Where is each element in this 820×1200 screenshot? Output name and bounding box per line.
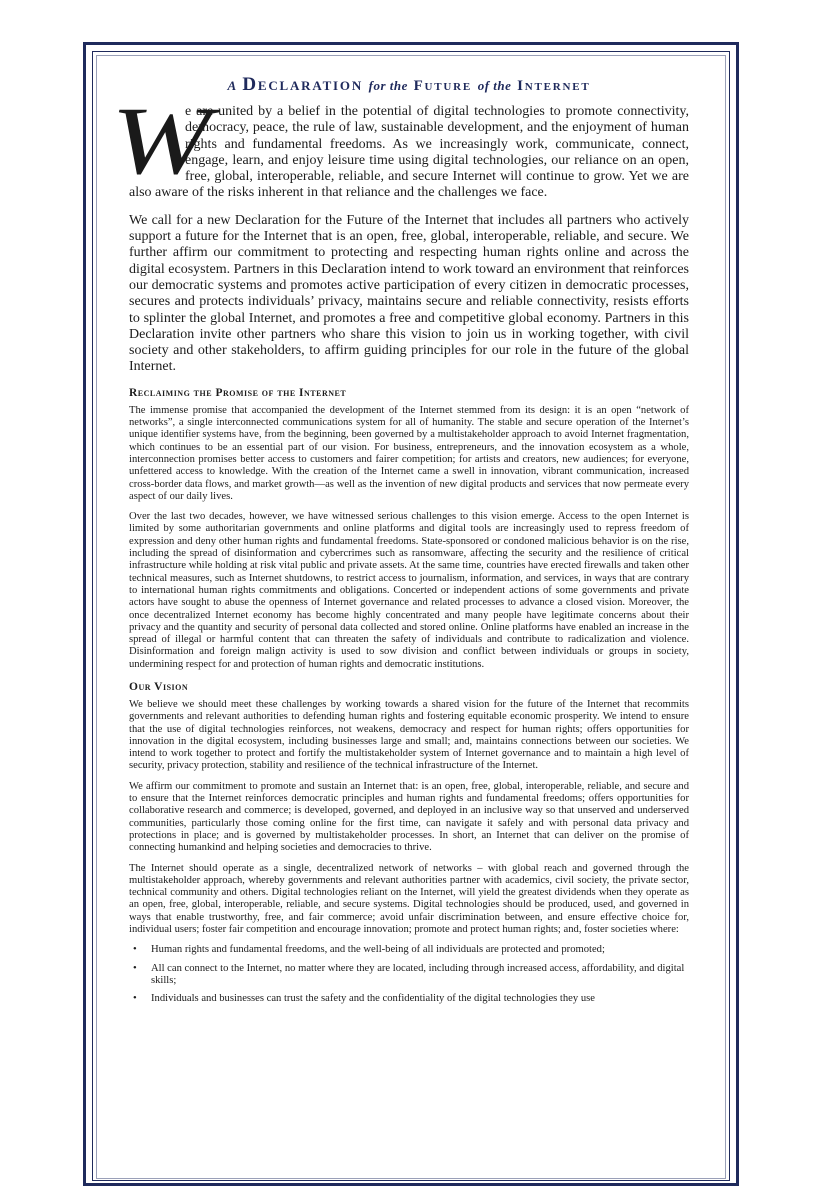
vision-paragraph-2: We affirm our commitment to promote and sustain an Internet that: is an open, free, global, interoperable, reliable, and secure and to ensure that the Internet reinforces democratic principles and human rights and fundamental freedoms; offers opportunities for collaborative research and commerce; is developed, governed, and deployed in an inclusive way so that unserved and underserved communities, particularly those coming online for the first time, can navigate it safely and with personal data privacy and protections in place; and is governed by multistakeholder processes. In short, an Internet that can deliver on the promise of connecting humankind and helping societies and democracies to thrive.: [129, 780, 689, 854]
title-of-the: of the: [477, 78, 512, 93]
title-declaration: Declaration: [242, 74, 364, 95]
bullet-text: All can connect to the Internet, no matter where they are located, including through increased access, affordability, and digital skills;: [151, 962, 685, 986]
bullet-icon: •: [133, 944, 137, 956]
title-internet: Internet: [517, 78, 591, 94]
intro-paragraph-1: e are united by a belief in the potential of digital technologies to promote connectivity, democracy, peace, the rule of law, sustainable development, and the enjoyment of human rights and fundamental freedoms. As we increasingly work, communicate, connect, engage, learn, and enjoy leisure time using digital technologies, our reliance on an open, free, global, interoperable, reliable, and secure Internet will continue to grow. Yet we are also aware of the risks inherent in that reliance and the challenges we face.: [129, 104, 689, 201]
document-content: [111, 74, 689, 1179]
list-item: [129, 993, 689, 1005]
intro-paragraph-2: We call for a new Declaration for the Future of the Internet that includes all partners who actively support a future for the Internet that is an open, free, global, interoperable, reliable, and secure. We further affirm our commitment to protecting and respecting human rights online and across the digital ecosystem. Partners in this Declaration intend to work toward an environment that reinforces our democratic systems and promotes active participation of every citizen in democratic processes, secures and protects individuals’ privacy, maintains secure and reliable connectivity, resists efforts to splinter the global Internet, and promotes a free and competitive global economy. Partners in this Declaration invite other partners who share this vision to join us in working together, with civil society and other stakeholders, to affirm guiding principles for our role in the future of the global Internet.: [129, 212, 689, 375]
bullet-icon: •: [133, 993, 137, 1005]
title-future: Future: [413, 78, 473, 94]
title-a: A: [227, 78, 237, 93]
drop-cap: W: [111, 87, 211, 194]
intro-block: [111, 87, 689, 376]
title-for-the: for the: [368, 78, 408, 93]
bullet-text: Individuals and businesses can trust the safety and the confidentiality of the digital technologies they use: [151, 993, 595, 1005]
bullet-text: Human rights and fundamental freedoms, and the well-being of all individuals are protected and promoted;: [151, 944, 605, 956]
list-item: [129, 944, 689, 956]
section-heading-reclaiming: Reclaiming the Promise of the Internet: [129, 386, 347, 399]
reclaiming-paragraph-1: The immense promise that accompanied the development of the Internet stemmed from its design: it is an open “network of networks”, a single interconnected communications system for all of humanity. The stable and secure operation of the Internet’s unique identifier systems have, from the beginning, been governed by a multistakeholder approach to avoid Internet fragmentation, which continues to be an essential part of our vision. For business, entrepreneurs, and the innovation ecosystem as a whole, interconnection promises better access to customers and fairer competition; for artists and creators, new audiences; for everyone, unfettered access to knowledge. With the creation of the Internet came a swell in innovation, vibrant communication, increased cross-border data flows, and market growth—as well as the invention of new digital products and services that now permeate every aspect of our daily lives.: [129, 404, 689, 502]
section-heading-vision: Our Vision: [129, 680, 189, 693]
bullet-icon: •: [133, 962, 137, 974]
vision-paragraph-1: We believe we should meet these challenges by working towards a shared vision for the future of the Internet that recommits governments and relevant authorities to defending human rights and fostering equitable economic prosperity. We intend to ensure that the use of digital technologies reinforces, not weakens, democracy and respect for human rights; offers opportunities for innovation in the digital ecosystem, including businesses large and small; and, maintains connections between our societies. We intend to work together to protect and fortify the multistakeholder system of Internet governance and to maintain a high level of security, privacy protection, stability and resilience of the technical infrastructure of the Internet.: [129, 698, 689, 772]
document-title: [129, 74, 689, 97]
vision-paragraph-3: The Internet should operate as a single, decentralized network of networks – with global reach and governed through the multistakeholder approach, whereby governments and relevant authorities partner with academics, civil society, the private sector, technical community and others. Digital technologies reliant on the Internet, will yield the greatest dividends when they operate as an open, free, global, interoperable, reliable, and secure systems. Digital technologies should be produced, used, and governed in ways that enable trustworthy, free, and fair commerce; avoid unfair discrimination between, and ensure effective choice for, individual users; foster fair competition and encourage innovation; promote and protect human rights; and, foster societies where:: [129, 862, 689, 936]
list-item: [129, 963, 689, 988]
vision-bullet-list: [129, 944, 689, 1005]
reclaiming-paragraph-2: Over the last two decades, however, we have witnessed serious challenges to this vision emerge. Access to the open Internet is limited by some authoritarian governments and online platforms and digital tools are increasingly used to repress freedom of expression and deny other human rights and fundamental freedoms. State-sponsored or condoned malicious behavior is on the rise, including the spread of disinformation and cybercrimes such as ransomware, affecting the security and the resilience of critical infrastructure while holding at risk vital public and private assets. At the same time, countries have erected firewalls and taken other technical measures, such as Internet shutdowns, to restrict access to journalism, information, and services, in ways that are contrary to international human rights commitments and obligations. Concerted or independent actions of some governments and private actors have sought to abuse the openness of Internet governance and related processes to advance a closed vision. Moreover, the once decentralized Internet economy has become highly concentrated and many people have legitimate concerns about their privacy and the quantity and security of personal data collected and stored online. Online platforms have enabled an increase in the spread of illegal or harmful content that can threaten the safety of individuals and contribute to radicalization and violence. Disinformation and foreign malign activity is used to sow division and conflict between individuals or groups in society, undermining respect for and protection of human rights and democratic institutions.: [129, 511, 689, 670]
